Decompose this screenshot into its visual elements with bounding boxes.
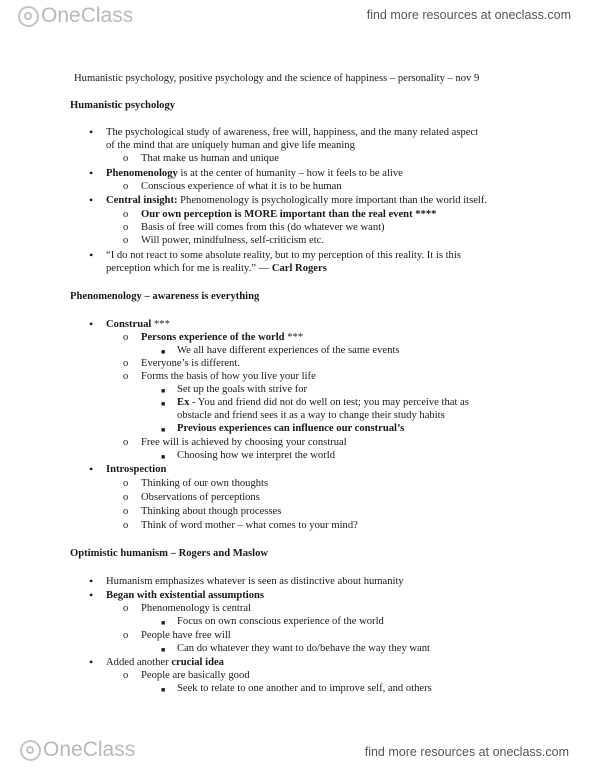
square-bullet-icon: ■ xyxy=(161,426,166,434)
quote-line-continued: perception which for me is reality.” — Carl Rogers xyxy=(106,263,327,274)
circle-bullet-icon: o xyxy=(123,371,129,382)
list-subitem: Conscious experience of what it is to be human xyxy=(141,181,342,192)
list-subitem: That make us human and unique xyxy=(141,153,279,164)
bullet-icon: • xyxy=(89,125,94,139)
bullet-icon: • xyxy=(89,317,94,331)
circle-bullet-icon: o xyxy=(123,492,129,503)
list-subsubitem-continued: obstacle and friend sees it as a way to change their study habits xyxy=(177,410,445,421)
list-item: Introspection xyxy=(106,464,167,475)
section-heading-phenomenology: Phenomenology – awareness is everything xyxy=(70,291,260,302)
list-item: Central insight: Phenomenology is psychologically more important than the world itself. xyxy=(106,195,488,206)
list-item: The psychological study of awareness, free will, happiness, and the many related aspect xyxy=(106,127,479,138)
list-subitem: Forms the basis of how you live your life xyxy=(141,371,316,382)
list-subsubitem: We all have different experiences of the same events xyxy=(177,345,400,356)
quote-line: “I do not react to some absolute reality, but to my perception of this reality. It is this xyxy=(106,250,461,261)
section-heading-optimistic-humanism: Optimistic humanism – Rogers and Maslow xyxy=(70,548,269,559)
list-subitem: Will power, mindfulness, self-criticism etc. xyxy=(141,235,325,246)
list-subitem: Observations of perceptions xyxy=(141,492,260,503)
list-subitem: Our own perception is MORE important than the real event **** xyxy=(141,209,437,220)
circle-bullet-icon: o xyxy=(123,181,129,192)
list-subitem: People have free will xyxy=(141,630,231,641)
list-subsubitem: Seek to relate to one another and to improve self, and others xyxy=(177,683,432,694)
circle-bullet-icon: o xyxy=(123,153,129,164)
list-item: Humanism emphasizes whatever is seen as distinctive about humanity xyxy=(106,576,404,587)
brand-name: OneClass xyxy=(41,4,134,27)
list-subitem: Everyone’s is different. xyxy=(141,358,240,369)
square-bullet-icon: ■ xyxy=(161,619,166,627)
circle-bullet-icon: o xyxy=(123,332,129,343)
circle-bullet-icon: o xyxy=(123,437,129,448)
list-item-continued: of the mind that are uniquely human and give life meaning xyxy=(106,140,355,151)
document-title: Humanistic psychology, positive psychology and the science of happiness – personality – nov 9 xyxy=(74,73,480,84)
list-subsubitem: Choosing how we interpret the world xyxy=(177,450,335,461)
square-bullet-icon: ■ xyxy=(161,400,166,408)
list-subitem: Think of word mother – what comes to your mind? xyxy=(141,520,358,531)
circle-bullet-icon: o xyxy=(123,235,129,246)
bullet-icon: • xyxy=(89,655,94,669)
bullet-icon: • xyxy=(89,193,94,207)
circle-bullet-icon: o xyxy=(123,209,129,220)
bullet-icon: • xyxy=(89,588,94,602)
brand-name: OneClass xyxy=(43,738,136,761)
bullet-icon: • xyxy=(89,166,94,180)
circle-bullet-icon: o xyxy=(123,603,129,614)
oneclass-logo-icon xyxy=(20,740,41,761)
bullet-icon: • xyxy=(89,574,94,588)
list-item: Added another crucial idea xyxy=(106,657,224,668)
list-item: Phenomenology is at the center of humanity – how it feels to be alive xyxy=(106,168,403,179)
square-bullet-icon: ■ xyxy=(161,453,166,461)
list-subsubitem: Set up the goals with strive for xyxy=(177,384,308,395)
list-subsubitem: Focus on own conscious experience of the world xyxy=(177,616,384,627)
list-subitem: Thinking about though processes xyxy=(141,506,282,517)
square-bullet-icon: ■ xyxy=(161,348,166,356)
list-item: Construal *** xyxy=(106,319,170,330)
bullet-icon: • xyxy=(89,248,94,262)
list-subitem: Phenomenology is central xyxy=(141,603,252,614)
circle-bullet-icon: o xyxy=(123,222,129,233)
oneclass-footer-logo[interactable] xyxy=(20,738,135,762)
list-subitem: People are basically good xyxy=(141,670,250,681)
circle-bullet-icon: o xyxy=(123,630,129,641)
find-more-resources-link[interactable]: find more resources at oneclass.com xyxy=(366,8,571,22)
circle-bullet-icon: o xyxy=(123,670,129,681)
circle-bullet-icon: o xyxy=(123,520,129,531)
list-subsubitem: Previous experiences can influence our construal’s xyxy=(177,423,405,434)
find-more-resources-link[interactable]: find more resources at oneclass.com xyxy=(364,745,569,759)
circle-bullet-icon: o xyxy=(123,478,129,489)
list-subsubitem: Can do whatever they want to do/behave the way they want xyxy=(177,643,430,654)
list-subitem: Basis of free will comes from this (do whatever we want) xyxy=(141,222,385,233)
list-subsubitem: Ex - You and friend did not do well on test; you may perceive that as xyxy=(177,397,469,408)
section-heading-humanistic: Humanistic psychology xyxy=(70,100,176,111)
circle-bullet-icon: o xyxy=(123,506,129,517)
square-bullet-icon: ■ xyxy=(161,686,166,694)
list-subitem: Free will is achieved by choosing your construal xyxy=(141,437,347,448)
list-item: Began with existential assumptions xyxy=(106,590,265,601)
square-bullet-icon: ■ xyxy=(161,387,166,395)
list-subitem: Thinking of our own thoughts xyxy=(141,478,269,489)
list-subitem: Persons experience of the world *** xyxy=(141,332,304,343)
square-bullet-icon: ■ xyxy=(161,646,166,654)
circle-bullet-icon: o xyxy=(123,358,129,369)
bullet-icon: • xyxy=(89,462,94,476)
